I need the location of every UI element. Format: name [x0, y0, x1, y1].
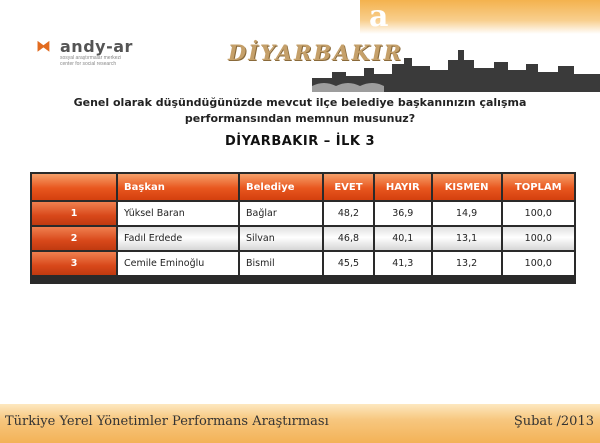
row-municipality: Silvan — [240, 227, 322, 250]
row-total: 100,0 — [503, 202, 574, 225]
table-row — [32, 252, 574, 275]
logo-subtitle-tr: sosyal araştırmalar merkezi — [60, 55, 122, 61]
table-subtitle: DİYARBAKIR – İLK 3 — [224, 134, 376, 149]
row-yes: 46,8 — [324, 227, 373, 250]
banner-title: DİYARBAKIR — [228, 40, 403, 65]
logo-mark-icon: ⧓ — [36, 37, 51, 55]
row-mayor: Fadıl Erdede — [118, 227, 238, 250]
row-rank: 3 — [32, 252, 116, 275]
footer-bar — [0, 404, 600, 443]
header-mayor: Başkan — [118, 174, 238, 200]
header-total: TOPLAM — [503, 174, 574, 200]
row-mayor: Yüksel Baran — [118, 202, 238, 225]
results-table — [30, 172, 576, 284]
andy-ar-logo — [36, 37, 186, 67]
table-header-row — [32, 174, 574, 200]
header-municipality: Belediye — [240, 174, 322, 200]
header-yes: EVET — [324, 174, 373, 200]
row-yes: 48,2 — [324, 202, 373, 225]
row-total: 100,0 — [503, 252, 574, 275]
footer-title: Türkiye Yerel Yönetimler Performans Araştırması — [5, 414, 329, 429]
header-partly: KISMEN — [433, 174, 501, 200]
row-yes: 45,5 — [324, 252, 373, 275]
row-partly: 14,9 — [433, 202, 501, 225]
question-line-1: Genel olarak düşündüğünüzde mevcut ilçe belediye başkanınızın çalışma — [73, 96, 527, 109]
logo-name: andy-ar — [60, 37, 133, 56]
footer-date: Şubat /2013 — [513, 414, 594, 429]
row-no: 41,3 — [375, 252, 431, 275]
row-rank: 1 — [32, 202, 116, 225]
row-municipality: Bağlar — [240, 202, 322, 225]
question-line-2: performansından memnun musunuz? — [184, 112, 416, 125]
row-rank: 2 — [32, 227, 116, 250]
header-no: HAYIR — [375, 174, 431, 200]
corner-decoration — [360, 0, 600, 34]
row-partly: 13,1 — [433, 227, 501, 250]
row-total: 100,0 — [503, 227, 574, 250]
logo-subtitle-en: center for social research — [60, 61, 117, 67]
row-partly: 13,2 — [433, 252, 501, 275]
brand-a-icon: a — [369, 0, 389, 34]
header-rank — [32, 174, 116, 200]
table-row — [32, 202, 574, 225]
row-no: 40,1 — [375, 227, 431, 250]
table-row — [32, 227, 574, 250]
row-mayor: Cemile Eminoğlu — [118, 252, 238, 275]
row-no: 36,9 — [375, 202, 431, 225]
city-banner — [228, 40, 600, 92]
row-municipality: Bismil — [240, 252, 322, 275]
